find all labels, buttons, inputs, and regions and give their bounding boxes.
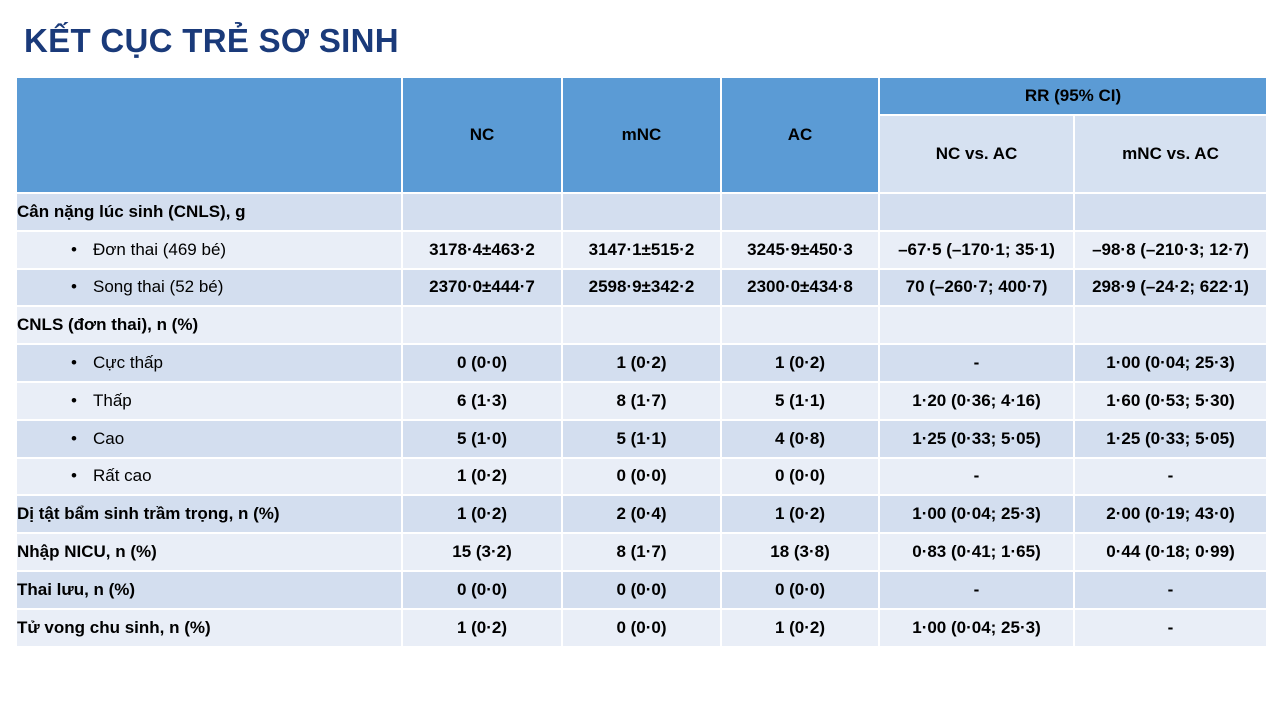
cell-rr-nc-vs-ac: 1·00 (0·04; 25·3) — [879, 495, 1074, 533]
cell-mnc: 2 (0·4) — [562, 495, 721, 533]
cell-ac — [721, 193, 879, 231]
table-row — [16, 458, 1267, 496]
table-row — [16, 571, 1267, 609]
header-ac: AC — [721, 77, 879, 193]
cell-nc: 3178·4±463·2 — [402, 231, 562, 269]
cell-nc: 1 (0·2) — [402, 458, 562, 496]
table-row — [16, 382, 1267, 420]
cell-rr-mnc-vs-ac: –98·8 (–210·3; 12·7) — [1074, 231, 1267, 269]
cell-rr-nc-vs-ac — [879, 306, 1074, 344]
row-label: Tử vong chu sinh, n (%) — [16, 609, 402, 647]
cell-nc: 0 (0·0) — [402, 344, 562, 382]
table-row — [16, 420, 1267, 458]
table-row — [16, 306, 1267, 344]
cell-mnc: 2598·9±342·2 — [562, 269, 721, 307]
table-row — [16, 533, 1267, 571]
cell-nc: 15 (3·2) — [402, 533, 562, 571]
cell-rr-mnc-vs-ac: 298·9 (–24·2; 622·1) — [1074, 269, 1267, 307]
row-label: Cân nặng lúc sinh (CNLS), g — [16, 193, 402, 231]
row-label: • Song thai (52 bé) — [16, 269, 402, 307]
row-label: Thai lưu, n (%) — [16, 571, 402, 609]
table-row — [16, 269, 1267, 307]
cell-ac: 0 (0·0) — [721, 458, 879, 496]
cell-nc: 1 (0·2) — [402, 609, 562, 647]
cell-mnc: 3147·1±515·2 — [562, 231, 721, 269]
cell-mnc — [562, 306, 721, 344]
cell-ac: 1 (0·2) — [721, 344, 879, 382]
table-row — [16, 231, 1267, 269]
header-mnc: mNC — [562, 77, 721, 193]
cell-rr-nc-vs-ac: 1·00 (0·04; 25·3) — [879, 609, 1074, 647]
slide-title: KẾT CỤC TRẺ SƠ SINH — [24, 22, 399, 59]
cell-ac: 5 (1·1) — [721, 382, 879, 420]
cell-rr-nc-vs-ac: 1·25 (0·33; 5·05) — [879, 420, 1074, 458]
cell-mnc: 0 (0·0) — [562, 609, 721, 647]
cell-nc: 5 (1·0) — [402, 420, 562, 458]
cell-mnc: 5 (1·1) — [562, 420, 721, 458]
cell-rr-nc-vs-ac: - — [879, 458, 1074, 496]
row-label: CNLS (đơn thai), n (%) — [16, 306, 402, 344]
cell-nc — [402, 306, 562, 344]
row-label: • Rất cao — [16, 458, 402, 496]
header-rr-nc-vs-ac: NC vs. AC — [879, 115, 1074, 193]
cell-mnc: 8 (1·7) — [562, 382, 721, 420]
row-label: Nhập NICU, n (%) — [16, 533, 402, 571]
cell-rr-mnc-vs-ac: - — [1074, 609, 1267, 647]
header-rr-group: RR (95% CI) — [879, 77, 1267, 115]
cell-ac: 18 (3·8) — [721, 533, 879, 571]
cell-mnc: 0 (0·0) — [562, 458, 721, 496]
header-nc: NC — [402, 77, 562, 193]
row-label: • Cực thấp — [16, 344, 402, 382]
cell-nc: 2370·0±444·7 — [402, 269, 562, 307]
cell-nc: 1 (0·2) — [402, 495, 562, 533]
cell-ac: 4 (0·8) — [721, 420, 879, 458]
neonatal-outcomes-table — [15, 76, 1268, 648]
cell-nc: 6 (1·3) — [402, 382, 562, 420]
cell-mnc: 8 (1·7) — [562, 533, 721, 571]
cell-rr-nc-vs-ac: 70 (–260·7; 400·7) — [879, 269, 1074, 307]
cell-rr-mnc-vs-ac: 0·44 (0·18; 0·99) — [1074, 533, 1267, 571]
cell-rr-nc-vs-ac: –67·5 (–170·1; 35·1) — [879, 231, 1074, 269]
table-row — [16, 193, 1267, 231]
cell-rr-mnc-vs-ac: 1·25 (0·33; 5·05) — [1074, 420, 1267, 458]
cell-rr-mnc-vs-ac: - — [1074, 571, 1267, 609]
cell-rr-nc-vs-ac: 1·20 (0·36; 4·16) — [879, 382, 1074, 420]
cell-rr-mnc-vs-ac: 1·60 (0·53; 5·30) — [1074, 382, 1267, 420]
row-label: • Đơn thai (469 bé) — [16, 231, 402, 269]
cell-nc — [402, 193, 562, 231]
row-label: • Cao — [16, 420, 402, 458]
cell-rr-nc-vs-ac: 0·83 (0·41; 1·65) — [879, 533, 1074, 571]
cell-rr-nc-vs-ac: - — [879, 344, 1074, 382]
header-empty-cell — [16, 77, 402, 193]
row-label: Dị tật bẩm sinh trầm trọng, n (%) — [16, 495, 402, 533]
cell-mnc: 1 (0·2) — [562, 344, 721, 382]
table-body — [16, 193, 1267, 647]
cell-rr-mnc-vs-ac: 1·00 (0·04; 25·3) — [1074, 344, 1267, 382]
cell-ac: 0 (0·0) — [721, 571, 879, 609]
cell-rr-nc-vs-ac — [879, 193, 1074, 231]
cell-mnc — [562, 193, 721, 231]
cell-rr-nc-vs-ac: - — [879, 571, 1074, 609]
cell-ac: 1 (0·2) — [721, 495, 879, 533]
cell-rr-mnc-vs-ac — [1074, 193, 1267, 231]
cell-mnc: 0 (0·0) — [562, 571, 721, 609]
cell-ac: 3245·9±450·3 — [721, 231, 879, 269]
cell-rr-mnc-vs-ac: - — [1074, 458, 1267, 496]
table-row — [16, 344, 1267, 382]
cell-rr-mnc-vs-ac: 2·00 (0·19; 43·0) — [1074, 495, 1267, 533]
cell-ac: 2300·0±434·8 — [721, 269, 879, 307]
cell-ac: 1 (0·2) — [721, 609, 879, 647]
table-row — [16, 495, 1267, 533]
cell-rr-mnc-vs-ac — [1074, 306, 1267, 344]
row-label: • Thấp — [16, 382, 402, 420]
header-rr-mnc-vs-ac: mNC vs. AC — [1074, 115, 1267, 193]
table-row — [16, 609, 1267, 647]
cell-ac — [721, 306, 879, 344]
cell-nc: 0 (0·0) — [402, 571, 562, 609]
